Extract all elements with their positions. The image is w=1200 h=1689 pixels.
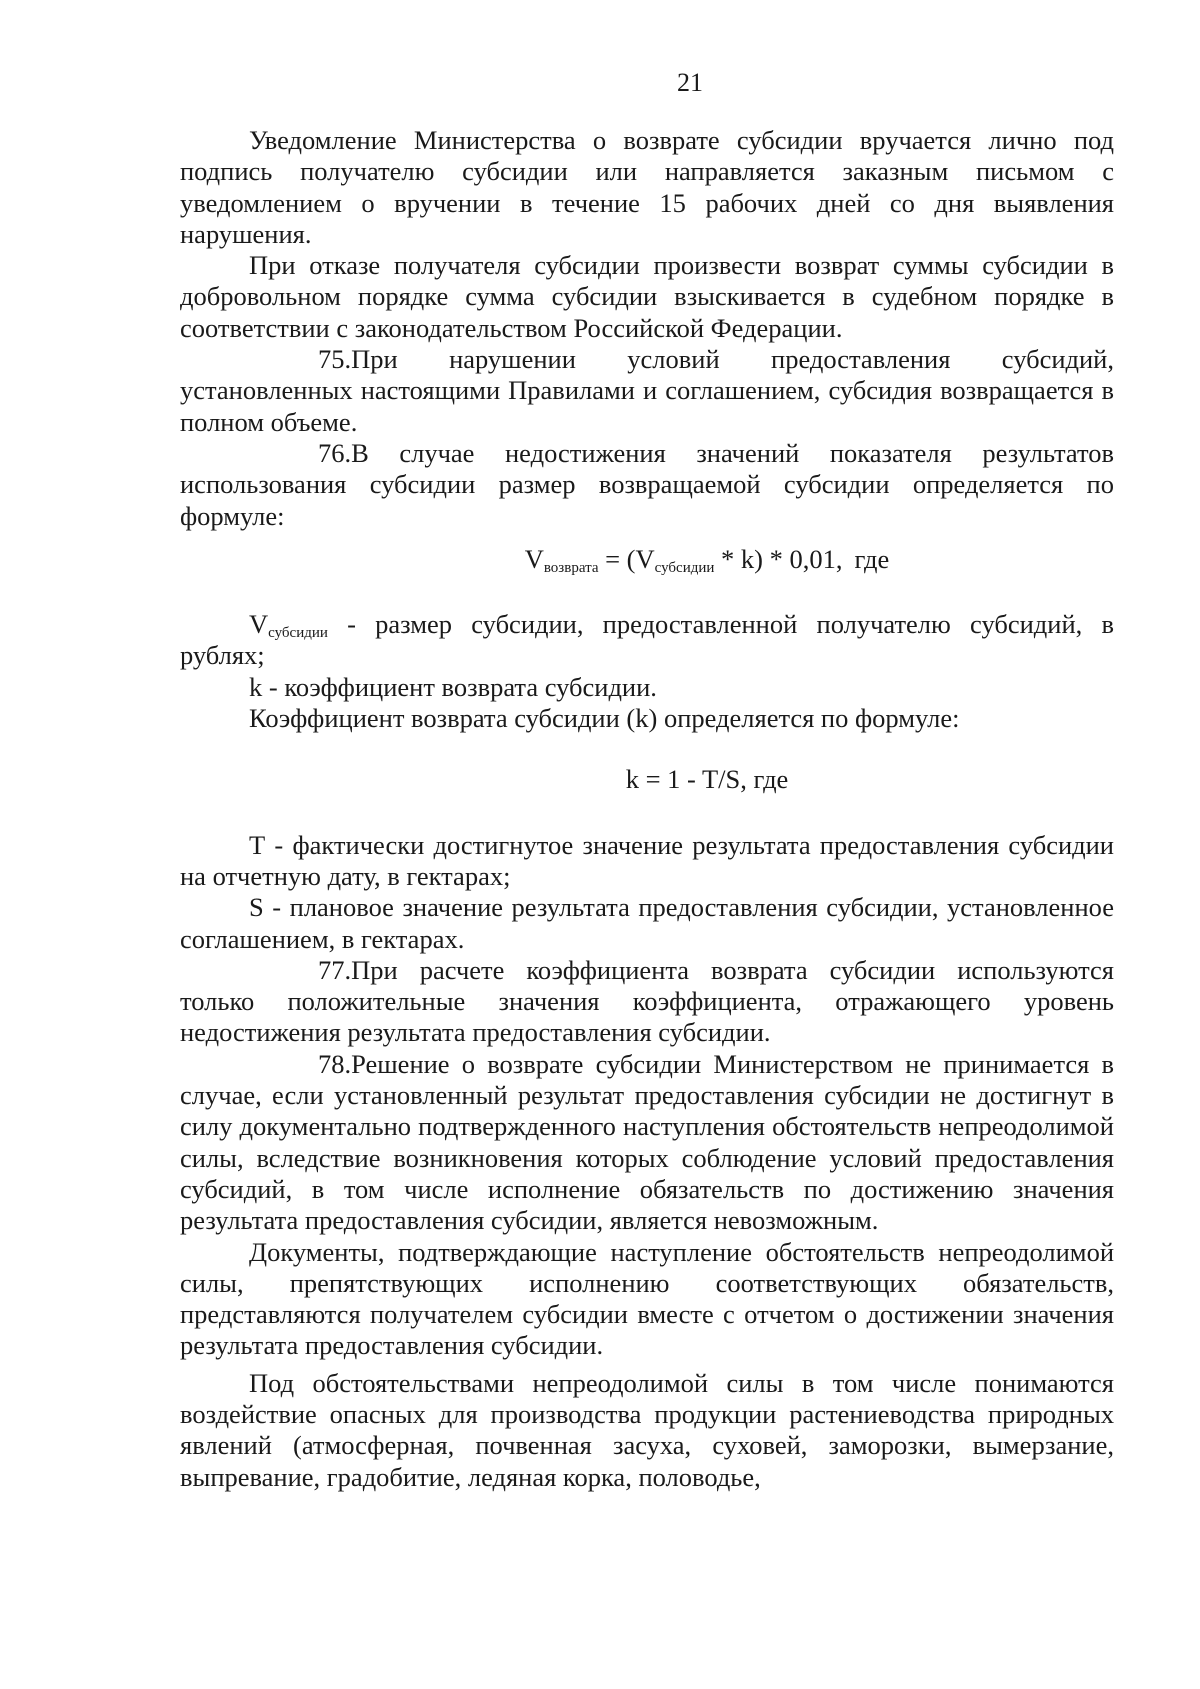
definition-v-symbol: V [249,609,269,640]
paragraph-documents: Документы, подтверждающие наступление обстоятельств непреодолимой силы, препятствующих исполнению соответствующих обязательств, представляются получателем субсидии вместе с отчетом о достижении значения результата предоставления субсидии. [180,1236,1114,1361]
paragraph-force-majeure: Под обстоятельствами непреодолимой силы в том числе понимаются воздействие опасных для производства продукции растениеводства природных явлений (атмосферная, почвенная засуха, суховей, заморозки, вымерзание, выпревание, градобитие, ледяная корка, половодье, [180,1367,1114,1492]
page-number: 21 [677,68,703,97]
document-body [180,125,1114,1493]
paragraph-77 [180,955,1114,1049]
paragraph-refusal: При отказе получателя субсидии произвести возврат суммы субсидии в добровольном порядке сумма субсидии взыскивается в судебном порядке в соответствии с законодательством Российской Федерации. [180,250,1114,343]
formula-rest: * k) * 0,01, [714,543,843,574]
formula-left-variable: V [524,543,544,574]
clause-text-78: Решение о возврате субсидии Министерством не принимается в случае, если установленный результат предоставления субсидии не достигнут в силу документально подтвержденного наступления обстоятельств непреодолимой силы, вследствие возникновения которых соблюдение условий предоставления субсидий, в том числе исполнение обязательств по достижению значения результата предоставления субсидии, является невозможным. [180,1048,1114,1236]
definition-t: Т - фактически достигнутое значение результата предоставления субсидии на отчетную дату, в гектарах; [180,829,1114,891]
formula-right-variable: V [635,543,655,574]
paragraph-76 [180,438,1114,532]
clause-text-77: При расчете коэффициента возврата субсидии используются только положительные значения коэффициента, отражающего уровень недостижения результата предоставления субсидии. [180,954,1114,1048]
clause-number-75: 75. [318,344,352,375]
definition-k: k - коэффициент возврата субсидии. [249,671,657,702]
clause-number-76: 76. [318,437,352,468]
formula-coefficient: k = 1 - T/S, где [625,764,789,795]
definition-v-text: - размер субсидии, предоставленной получателю субсидий, в рублях; [180,609,1114,671]
paragraph-78 [180,1049,1114,1237]
paragraph-notification: Уведомление Министерства о возврате субсидии вручается лично под подпись получателю субсидии или направляется заказным письмом с уведомлением о вручении в течение 15 рабочих дней со дня выявления нарушения. [180,125,1114,249]
paragraph-75 [180,344,1114,438]
formula-equals: = ( [598,543,636,574]
clause-text-75: При нарушении условий предоставления субсидий, установленных настоящими Правилами и соглашением, субсидия возвращается в полном объеме. [180,344,1114,437]
paragraph-k-intro: Коэффициент возврата субсидии (k) определяется по формуле: [249,703,960,734]
formula-return-volume [180,544,1114,575]
definition-s: S - плановое значение результата предоставления субсидии, установленное соглашением, в гектарах. [180,892,1114,954]
formula-left-subscript: возврата [543,559,599,576]
formula-right-subscript: субсидии [654,559,715,576]
formula-where: где [854,543,890,574]
clause-number-77: 77. [318,954,352,985]
clause-number-78: 78. [318,1048,352,1079]
definition-v-subsidy [180,609,1114,672]
definition-v-subscript: субсидии [268,625,328,642]
clause-text-76: В случае недостижения значений показателя результатов использования субсидии размер возвращаемой субсидии определяется по формуле: [180,437,1114,531]
